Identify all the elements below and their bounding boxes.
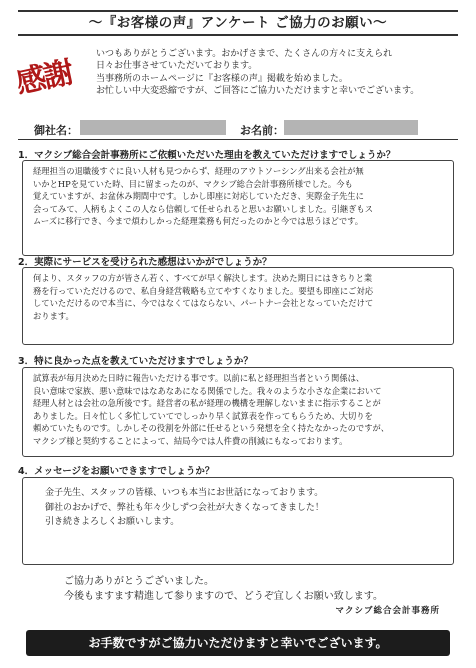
answer-line: 務を行っていただけるので、私自身経営戦略も立てやすくなりました。要望も即座にご対応 <box>33 285 374 296</box>
answer-line: 引き続きよろしくお願いします。 <box>45 517 180 527</box>
answer-line: していただけるので本当に、今ではなくてはならない、パートナー会社となっていただけて <box>33 298 374 309</box>
answer-line: 良い意味で家族、悪い意味ではなあなあになる関係でした。我々のような小さな企業において <box>33 385 382 396</box>
question-4-label: 4．メッセージをお願いできますでしょうか？ <box>18 466 215 477</box>
answer-2-box <box>22 267 454 345</box>
closing-message <box>64 574 454 604</box>
answer-line: 頼めていたものです。しかしその役割を外部に任せるという発想を全く持たなかったのですが、 <box>33 423 390 434</box>
answer-line: 経理担当の退職後すぐに良い人材も見つからず、経理のアウトソーシング出来る会社が無 <box>33 166 364 176</box>
answer-line: ムーズに移行でき、今まで煩わしかった経理業務も何だったのかと今では思うほどです。 <box>33 216 364 227</box>
answer-4-box <box>22 477 454 565</box>
answer-line: いかとHPを見ていた時、目に留まったのが、マクシブ総合会計事務所様でした。今も <box>33 178 353 189</box>
question-1-label: 1．マクシブ総合会計事務所にご依頼いただいた理由を教えていただけますでしょうか？ <box>18 150 396 161</box>
answer-line: 経理人材とは会社の急所後です。経営者の私が経理の機構を理解しないままに指示することが <box>33 398 381 409</box>
company-label: 御社名： <box>34 124 78 137</box>
intro-line: 当事務所のホームページに『お客様の声』掲載を始めました。 <box>96 73 348 84</box>
question-2-label: 2．実際にサービスを受けられた感想はいかがでしょうか？ <box>18 257 272 268</box>
answer-line: 会ってみて、人柄もよくこの人なら信頼して任せられると思いお願いしました。引継ぎもス <box>33 203 374 214</box>
answer-line: 金子先生、スタッフの皆様、いつも本当にお世話になっております。 <box>45 488 324 498</box>
answer-line: マクシブ様と契約することによって、結局今では人件費の削減にもなっております。 <box>33 435 348 446</box>
person-name-label: お名前： <box>240 124 284 137</box>
intro-line: 日々お仕事させていただいております。 <box>96 61 258 72</box>
name-fields <box>18 118 458 140</box>
answer-line: おります。 <box>33 310 74 321</box>
intro-text <box>96 48 466 98</box>
person-name-redacted <box>284 120 418 135</box>
answer-3-box <box>22 367 454 457</box>
answer-line: 試算表が毎月決めた日時に報告いただける事です。以前に私と経理担当者という関係は、 <box>33 373 365 383</box>
page-title: ～『お客様の声』アンケート ご協力のお願い～ <box>18 10 458 36</box>
closing-line: 今後もますます精進して参りますので、どうぞ宜しくお願い致します。 <box>64 591 383 602</box>
answer-1-box <box>22 160 454 256</box>
footer-banner: お手数ですがご協力いただけますと幸いでございます。 <box>26 630 450 656</box>
answer-line: 御社のおかげで、弊社も年々少しずつ会社が大きくなってきました！ <box>45 502 324 513</box>
intro-line: いつもありがとうございます。おかげさまで、たくさんの方々に支えられ <box>96 49 393 59</box>
intro-line: お忙しい中大変恐縮ですが、ご回答にご協力いただけますと幸いでございます。 <box>96 86 420 97</box>
office-signature: マクシブ総合会計事務所 <box>335 606 440 616</box>
kansha-stamp: 感謝 <box>13 55 76 102</box>
closing-line: ご協力ありがとうございました。 <box>64 576 214 587</box>
answer-line: ありました。日々忙しく多忙していてでしっかり早く試算表を作ってもらうため、大切りを <box>33 410 373 421</box>
question-3-label: 3．特に良かった点を教えていただけますでしょうか？ <box>18 356 253 367</box>
answer-line: 何より、スタッフの方が皆さん若く、すべてが早く解決します。決めた期日にはきちりと業 <box>33 273 373 283</box>
company-name-redacted <box>80 120 226 135</box>
answer-line: 覚えていますが、お盆休み期間中です。しかし即座に対応していただき、実際金子先生に <box>33 191 364 202</box>
